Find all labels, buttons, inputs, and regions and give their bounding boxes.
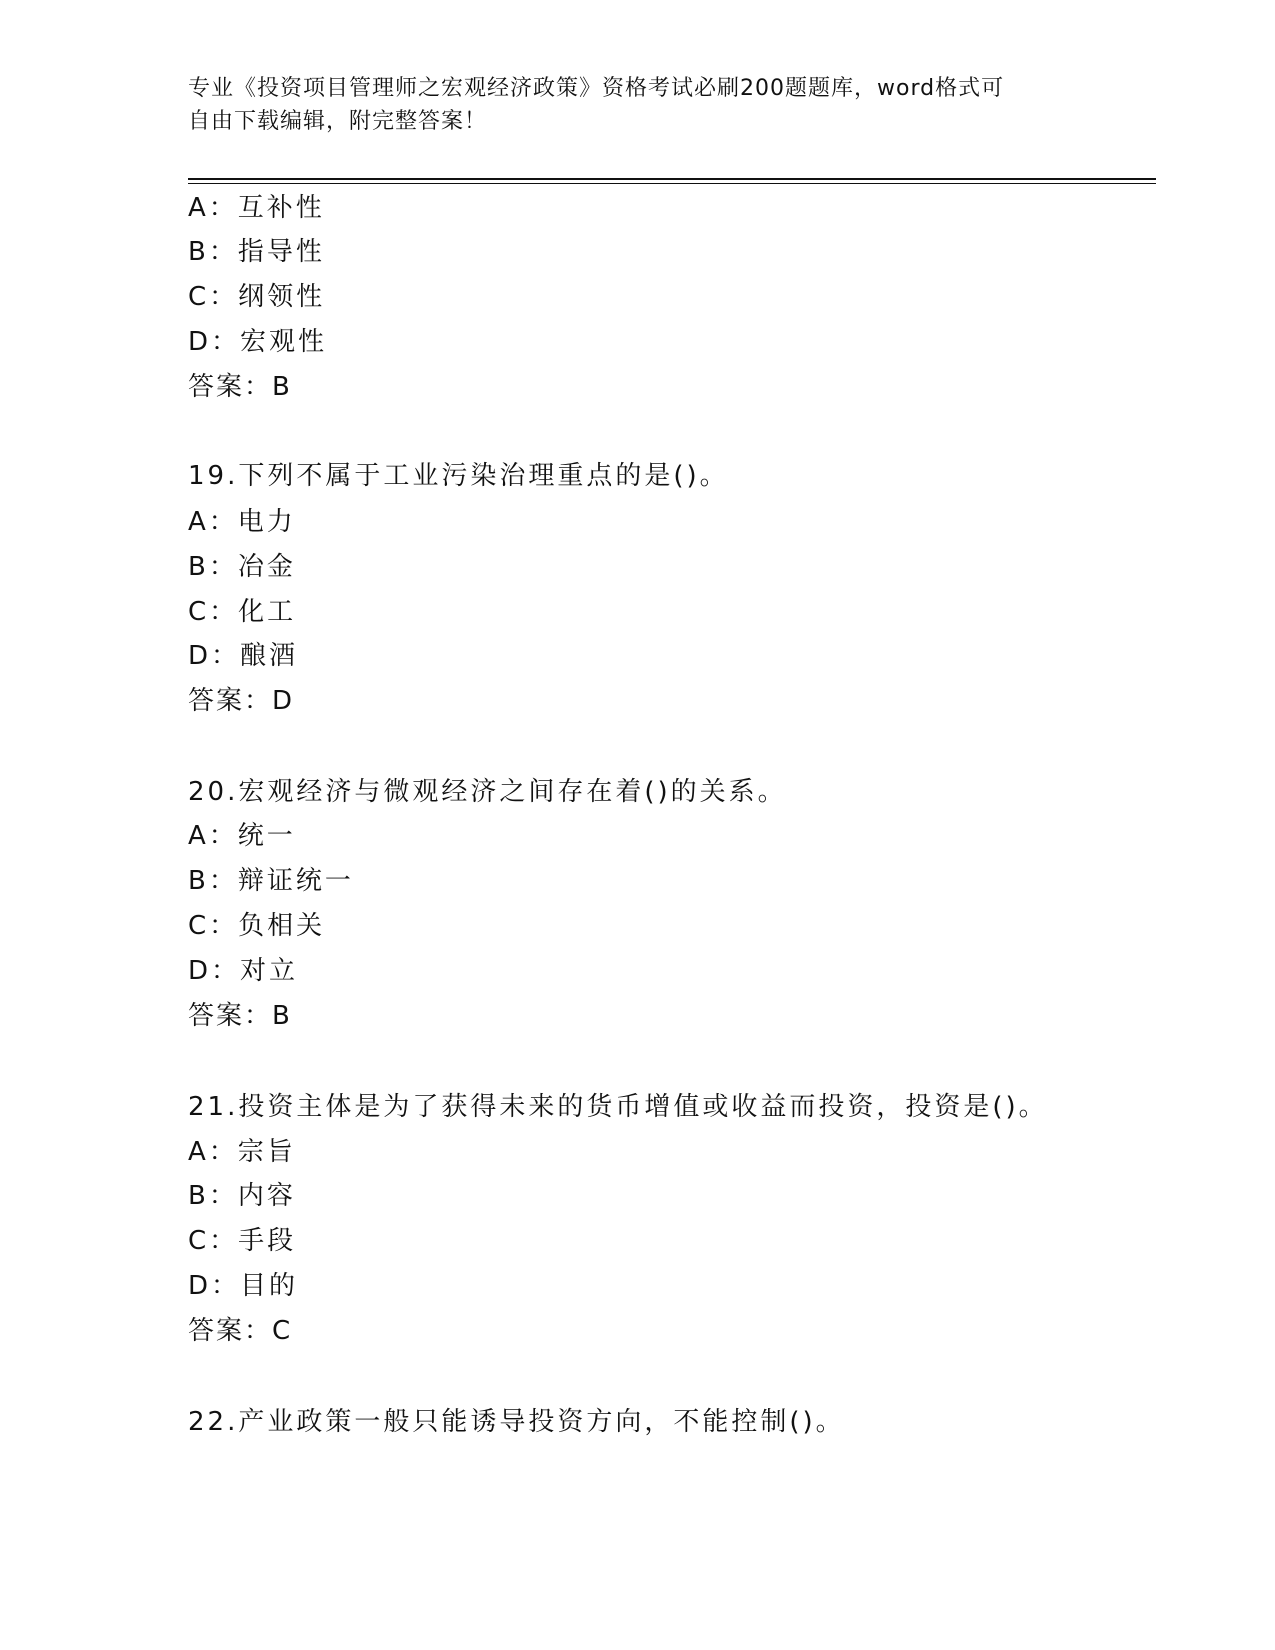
q20-answer: 答案：B: [188, 1001, 292, 1031]
header-line-1: 专业《投资项目管理师之宏观经济政策》资格考试必刷200题题库，word格式可: [188, 76, 1005, 101]
q19-option-a: A：电力: [188, 507, 296, 537]
q18-option-b: B：指导性: [188, 237, 325, 267]
q21-option-c: C：手段: [188, 1226, 297, 1256]
q20-question: 20.宏观经济与微观经济之间存在着()的关系。: [188, 777, 787, 807]
q19-option-c: C：化工: [188, 597, 297, 627]
q19-question: 19.下列不属于工业污染治理重点的是()。: [188, 461, 729, 491]
q21-option-a: A：宗旨: [188, 1137, 296, 1167]
q21-question: 21.投资主体是为了获得未来的货币增值或收益而投资，投资是()。: [188, 1092, 1048, 1122]
header-line-2: 自由下载编辑，附完整答案！: [188, 109, 488, 134]
document-header: [188, 72, 1088, 138]
q18-option-d: D：宏观性: [188, 327, 328, 357]
q20-option-a: A：统一: [188, 821, 296, 851]
q19-option-b: B：冶金: [188, 552, 296, 582]
q19-answer: 答案：D: [188, 686, 295, 716]
q18-answer: 答案：B: [188, 372, 292, 402]
q21-option-d: D：目的: [188, 1271, 299, 1301]
q20-option-d: D：对立: [188, 956, 299, 986]
q21-answer: 答案：C: [188, 1316, 293, 1346]
q18-option-c: C：纲领性: [188, 282, 326, 312]
q19-option-d: D：酿酒: [188, 641, 299, 671]
q22-question: 22.产业政策一般只能诱导投资方向，不能控制()。: [188, 1407, 845, 1437]
header-rule-thick: [188, 178, 1156, 180]
header-rule-thin: [188, 183, 1156, 184]
q18-option-a: A：互补性: [188, 193, 325, 223]
q21-option-b: B：内容: [188, 1181, 296, 1211]
q20-option-c: C：负相关: [188, 911, 326, 941]
q20-option-b: B：辩证统一: [188, 866, 354, 896]
